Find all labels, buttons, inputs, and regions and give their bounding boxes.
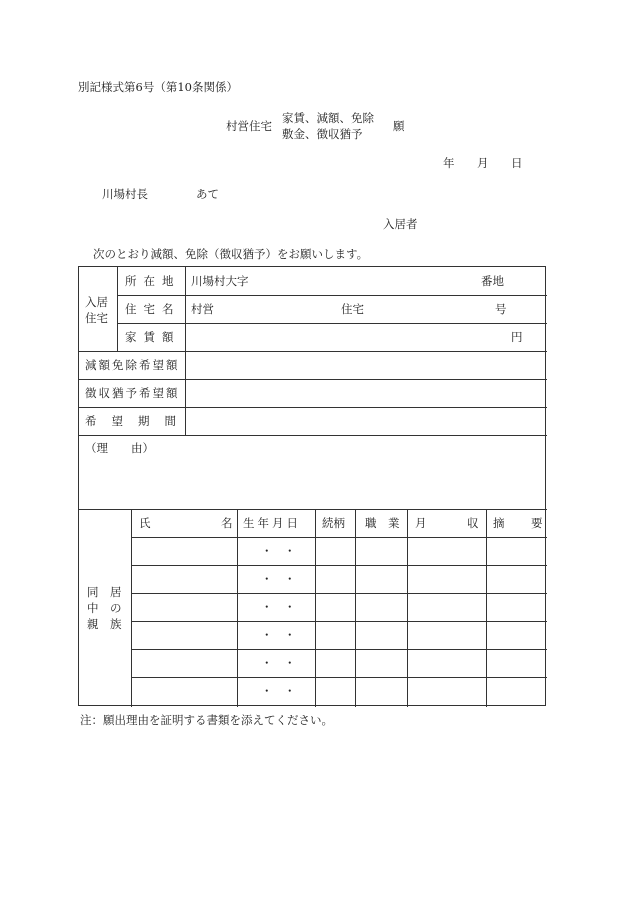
title-housing: 村営住宅 — [226, 119, 272, 133]
grid-line — [185, 267, 186, 435]
header-occupation: 職 業 — [365, 516, 400, 530]
addressee-suffix: あて — [196, 187, 219, 201]
birth-date-dots: ・ ・ — [261, 544, 296, 558]
birth-date-dots: ・ ・ — [261, 572, 296, 586]
grid-line — [315, 509, 316, 707]
birth-date-dots: ・ ・ — [261, 684, 296, 698]
grid-line — [79, 351, 547, 352]
grid-line — [131, 677, 547, 678]
date-year-label: 年 — [443, 156, 455, 170]
grid-line — [355, 509, 356, 707]
housing-label-line2: 住宅 — [85, 311, 108, 325]
grid-line — [117, 323, 547, 324]
family-side-label-line1: 同 居 — [87, 585, 122, 599]
header-income-2: 収 — [467, 516, 479, 530]
grid-line — [131, 593, 547, 594]
grid-line — [131, 509, 132, 707]
header-name-1: 氏 — [139, 516, 151, 530]
address-label: 所在地 — [125, 274, 181, 288]
application-form-table — [78, 266, 546, 706]
family-side-label-line3: 親 族 — [87, 617, 122, 631]
house-name-label: 住宅名 — [125, 302, 181, 316]
grid-line — [117, 295, 547, 296]
header-relation: 続柄 — [322, 516, 345, 530]
header-birthdate: 生年月日 — [243, 516, 301, 530]
grid-line — [237, 509, 238, 707]
header-remarks-2: 要 — [531, 516, 543, 530]
address-lot-suffix: 番地 — [481, 274, 504, 288]
grid-line — [486, 509, 487, 707]
reason-label: （理 由） — [85, 441, 154, 455]
address-value[interactable]: 川場村大字 — [191, 274, 249, 288]
reduction-amount-label: 減額免除希望額 — [85, 358, 180, 372]
footer-note: 注：願出理由を証明する書類を添えてください。 — [80, 713, 333, 727]
grid-line — [407, 509, 408, 707]
rent-unit: 円 — [511, 330, 523, 344]
house-name-mid: 住宅 — [341, 302, 364, 316]
grid-line — [131, 649, 547, 650]
header-remarks-1: 摘 — [493, 516, 505, 530]
period-label: 希望期間 — [85, 414, 191, 428]
birth-date-dots: ・ ・ — [261, 600, 296, 614]
date-day-label: 日 — [511, 156, 523, 170]
title-option-deposit: 敷金、徴収猶予 — [282, 127, 363, 141]
grid-line — [131, 621, 547, 622]
housing-label-line1: 入居 — [85, 295, 108, 309]
postpone-amount-label: 徴収猶予希望額 — [85, 386, 180, 400]
grid-line — [79, 509, 547, 510]
grid-line — [79, 435, 547, 436]
birth-date-dots: ・ ・ — [261, 656, 296, 670]
family-side-label-line2: 中 の — [87, 601, 122, 615]
addressee: 川場村長 — [102, 187, 148, 201]
birth-date-dots: ・ ・ — [261, 628, 296, 642]
form-number: 別記様式第6号（第10条関係） — [78, 80, 238, 94]
applicant-label: 入居者 — [383, 217, 418, 231]
house-name-prefix: 村営 — [191, 302, 214, 316]
grid-line — [131, 565, 547, 566]
title-option-rent: 家賃、減額、免除 — [282, 111, 374, 125]
rent-label: 家賃額 — [125, 330, 181, 344]
header-name-2: 名 — [221, 516, 233, 530]
grid-line — [79, 407, 547, 408]
grid-line — [79, 379, 547, 380]
house-number-suffix: 号 — [495, 302, 507, 316]
header-income-1: 月 — [415, 516, 427, 530]
intro-text: 次のとおり減額、免除（徴収猶予）をお願いします。 — [93, 247, 369, 261]
title-request: 願 — [393, 119, 405, 133]
grid-line — [131, 537, 547, 538]
grid-line — [117, 267, 118, 351]
date-month-label: 月 — [477, 156, 489, 170]
